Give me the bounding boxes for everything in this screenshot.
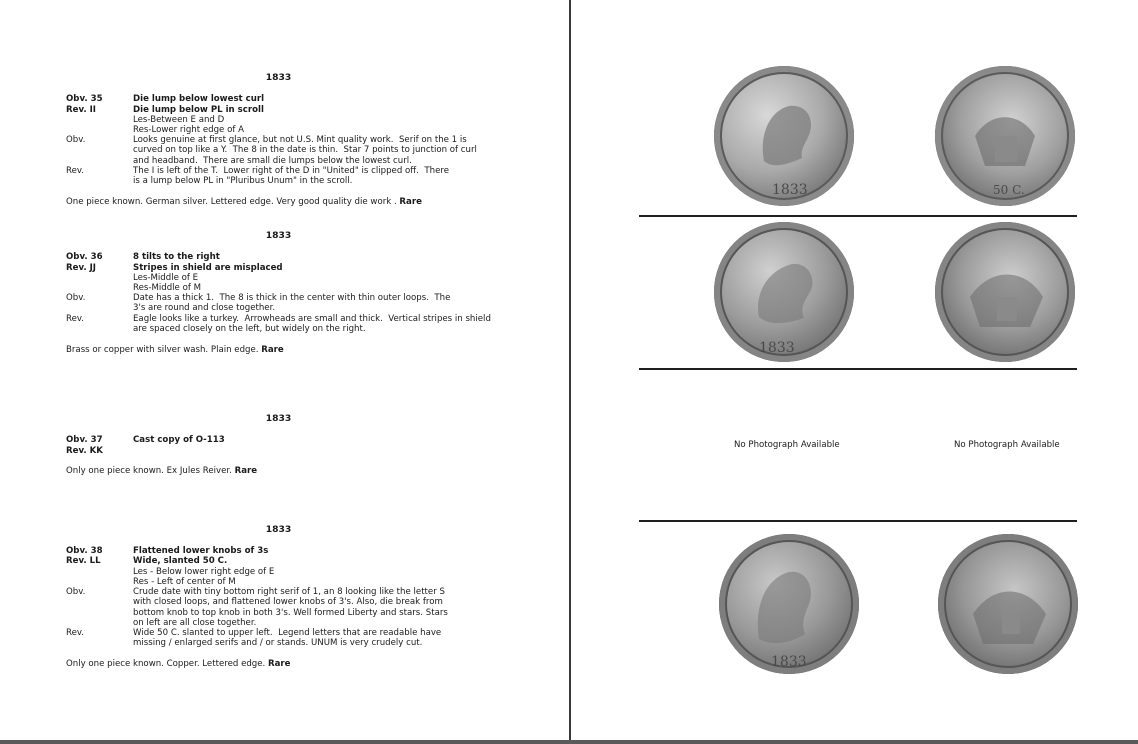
reverse-label: Rev. JJ [66,263,96,273]
row-divider [639,215,1077,217]
obverse-title: 8 tilts to the right [133,252,220,262]
obv-description: Crude date with tiny bottom right serif of 1, an 8 looking like the letter S with closed loops, and flattened lower knobs of 3's. Also, die break from bottom knob to top knob in both 3's. Well formed Liberty and stars. Stars on left are all close together. [133,587,448,628]
no-photo-reverse: No Photograph Available [954,440,1060,450]
rev-description: Wide 50 C. slanted to upper left. Legend letters that are readable have missing / enlarged serifs and / or stands. UNUM is very crudely cut. [133,628,442,649]
rev-desc-label: Rev. [66,166,85,176]
eagle-shield-icon [938,534,1078,674]
rarity-label: Rare [261,345,284,355]
eagle-shield-icon [935,222,1075,362]
reverse-title: Wide, slanted 50 C. [133,556,228,566]
obv-description: Looks genuine at first glance, but not U.S. Mint quality work. Serif on the 1 is curved on top like a Y. The 8 in the date is thin. Star 7 points to junction of curl and headband. There are small die lumps below the lowest curl. [133,135,477,166]
reverse-label: Rev. KK [66,446,103,456]
rev-desc-label: Rev. [66,314,85,324]
reverse-title: Stripes in shield are misplaced [133,263,283,273]
eagle-shield-icon [935,66,1075,206]
obverse-label: Obv. 37 [66,435,103,445]
summary-line [66,197,422,207]
row-divider [639,368,1077,370]
left-page [0,0,569,740]
coin-photo-obverse-38 [719,534,859,674]
rarity-label: Rare [234,466,258,476]
entry-year: 1833 [265,72,292,83]
liberty-bust-icon [714,222,854,362]
svg-text:50 C.: 50 C. [993,183,1025,197]
res-note: Res - Left of center of M [133,577,236,587]
summary-text: Only one piece known. Ex Jules Reiver. [66,466,232,476]
obv-desc-label: Obv. [66,135,86,145]
right-page [571,0,1138,740]
rev-description: The I is left of the T. Lower right of the D in "United" is clipped off. There is a lump below PL in "Pluribus Unum" in the scroll. [133,166,450,187]
reverse-title: Die lump below PL in scroll [133,105,264,115]
obv-desc-label: Obv. [66,587,86,597]
summary-text: One piece known. German silver. Lettered edge. Very good quality die work . [66,197,397,207]
summary-text: Brass or copper with silver wash. Plain edge. [66,345,259,355]
rarity-label: Rare [268,659,291,669]
summary-text: Only one piece known. Copper. Lettered edge. [66,659,266,669]
reverse-label: Rev. II [66,105,96,115]
obverse-label: Obv. 35 [66,94,103,104]
svg-text:1833: 1833 [759,340,795,356]
obverse-label: Obv. 38 [66,546,103,556]
coin-photo-obverse-35 [714,66,854,206]
obverse-title: Cast copy of O-113 [133,435,225,445]
coin-photo-reverse-LL [938,534,1078,674]
liberty-bust-icon [714,66,854,206]
summary-line [66,659,291,669]
les-note: Les - Below lower right edge of E [133,567,275,577]
coin-photo-reverse-JJ [935,222,1075,362]
obverse-title: Flattened lower knobs of 3s [133,546,269,556]
reverse-label: Rev. LL [66,556,101,566]
summary-line [66,466,257,476]
obv-description: Date has a thick 1. The 8 is thick in the center with thin outer loops. The 3's are round and close together. [133,293,451,314]
entry-year: 1833 [265,413,292,424]
rev-description: Eagle looks like a turkey. Arrowheads are small and thick. Vertical stripes in shield are spaced closely on the left, but widely on the right. [133,314,491,335]
coin-photo-reverse-II [935,66,1075,206]
rarity-label: Rare [399,197,422,207]
rev-desc-label: Rev. [66,628,85,638]
bottom-bar [0,740,1138,744]
svg-text:1833: 1833 [771,654,807,670]
no-photo-obverse: No Photograph Available [734,440,840,450]
entry-year: 1833 [265,524,292,535]
obv-desc-label: Obv. [66,293,86,303]
obverse-title: Die lump below lowest curl [133,94,265,104]
res-note: Res-Middle of M [133,283,201,293]
svg-text:1833: 1833 [772,182,808,198]
entry-year: 1833 [265,230,292,241]
row-divider [639,520,1077,522]
obverse-label: Obv. 36 [66,252,103,262]
les-note: Les-Between E and D [133,115,225,125]
les-note: Les-Middle of E [133,273,199,283]
liberty-bust-icon [719,534,859,674]
summary-line [66,345,284,355]
res-note: Res-Lower right edge of A [133,125,244,135]
coin-photo-obverse-36 [714,222,854,362]
